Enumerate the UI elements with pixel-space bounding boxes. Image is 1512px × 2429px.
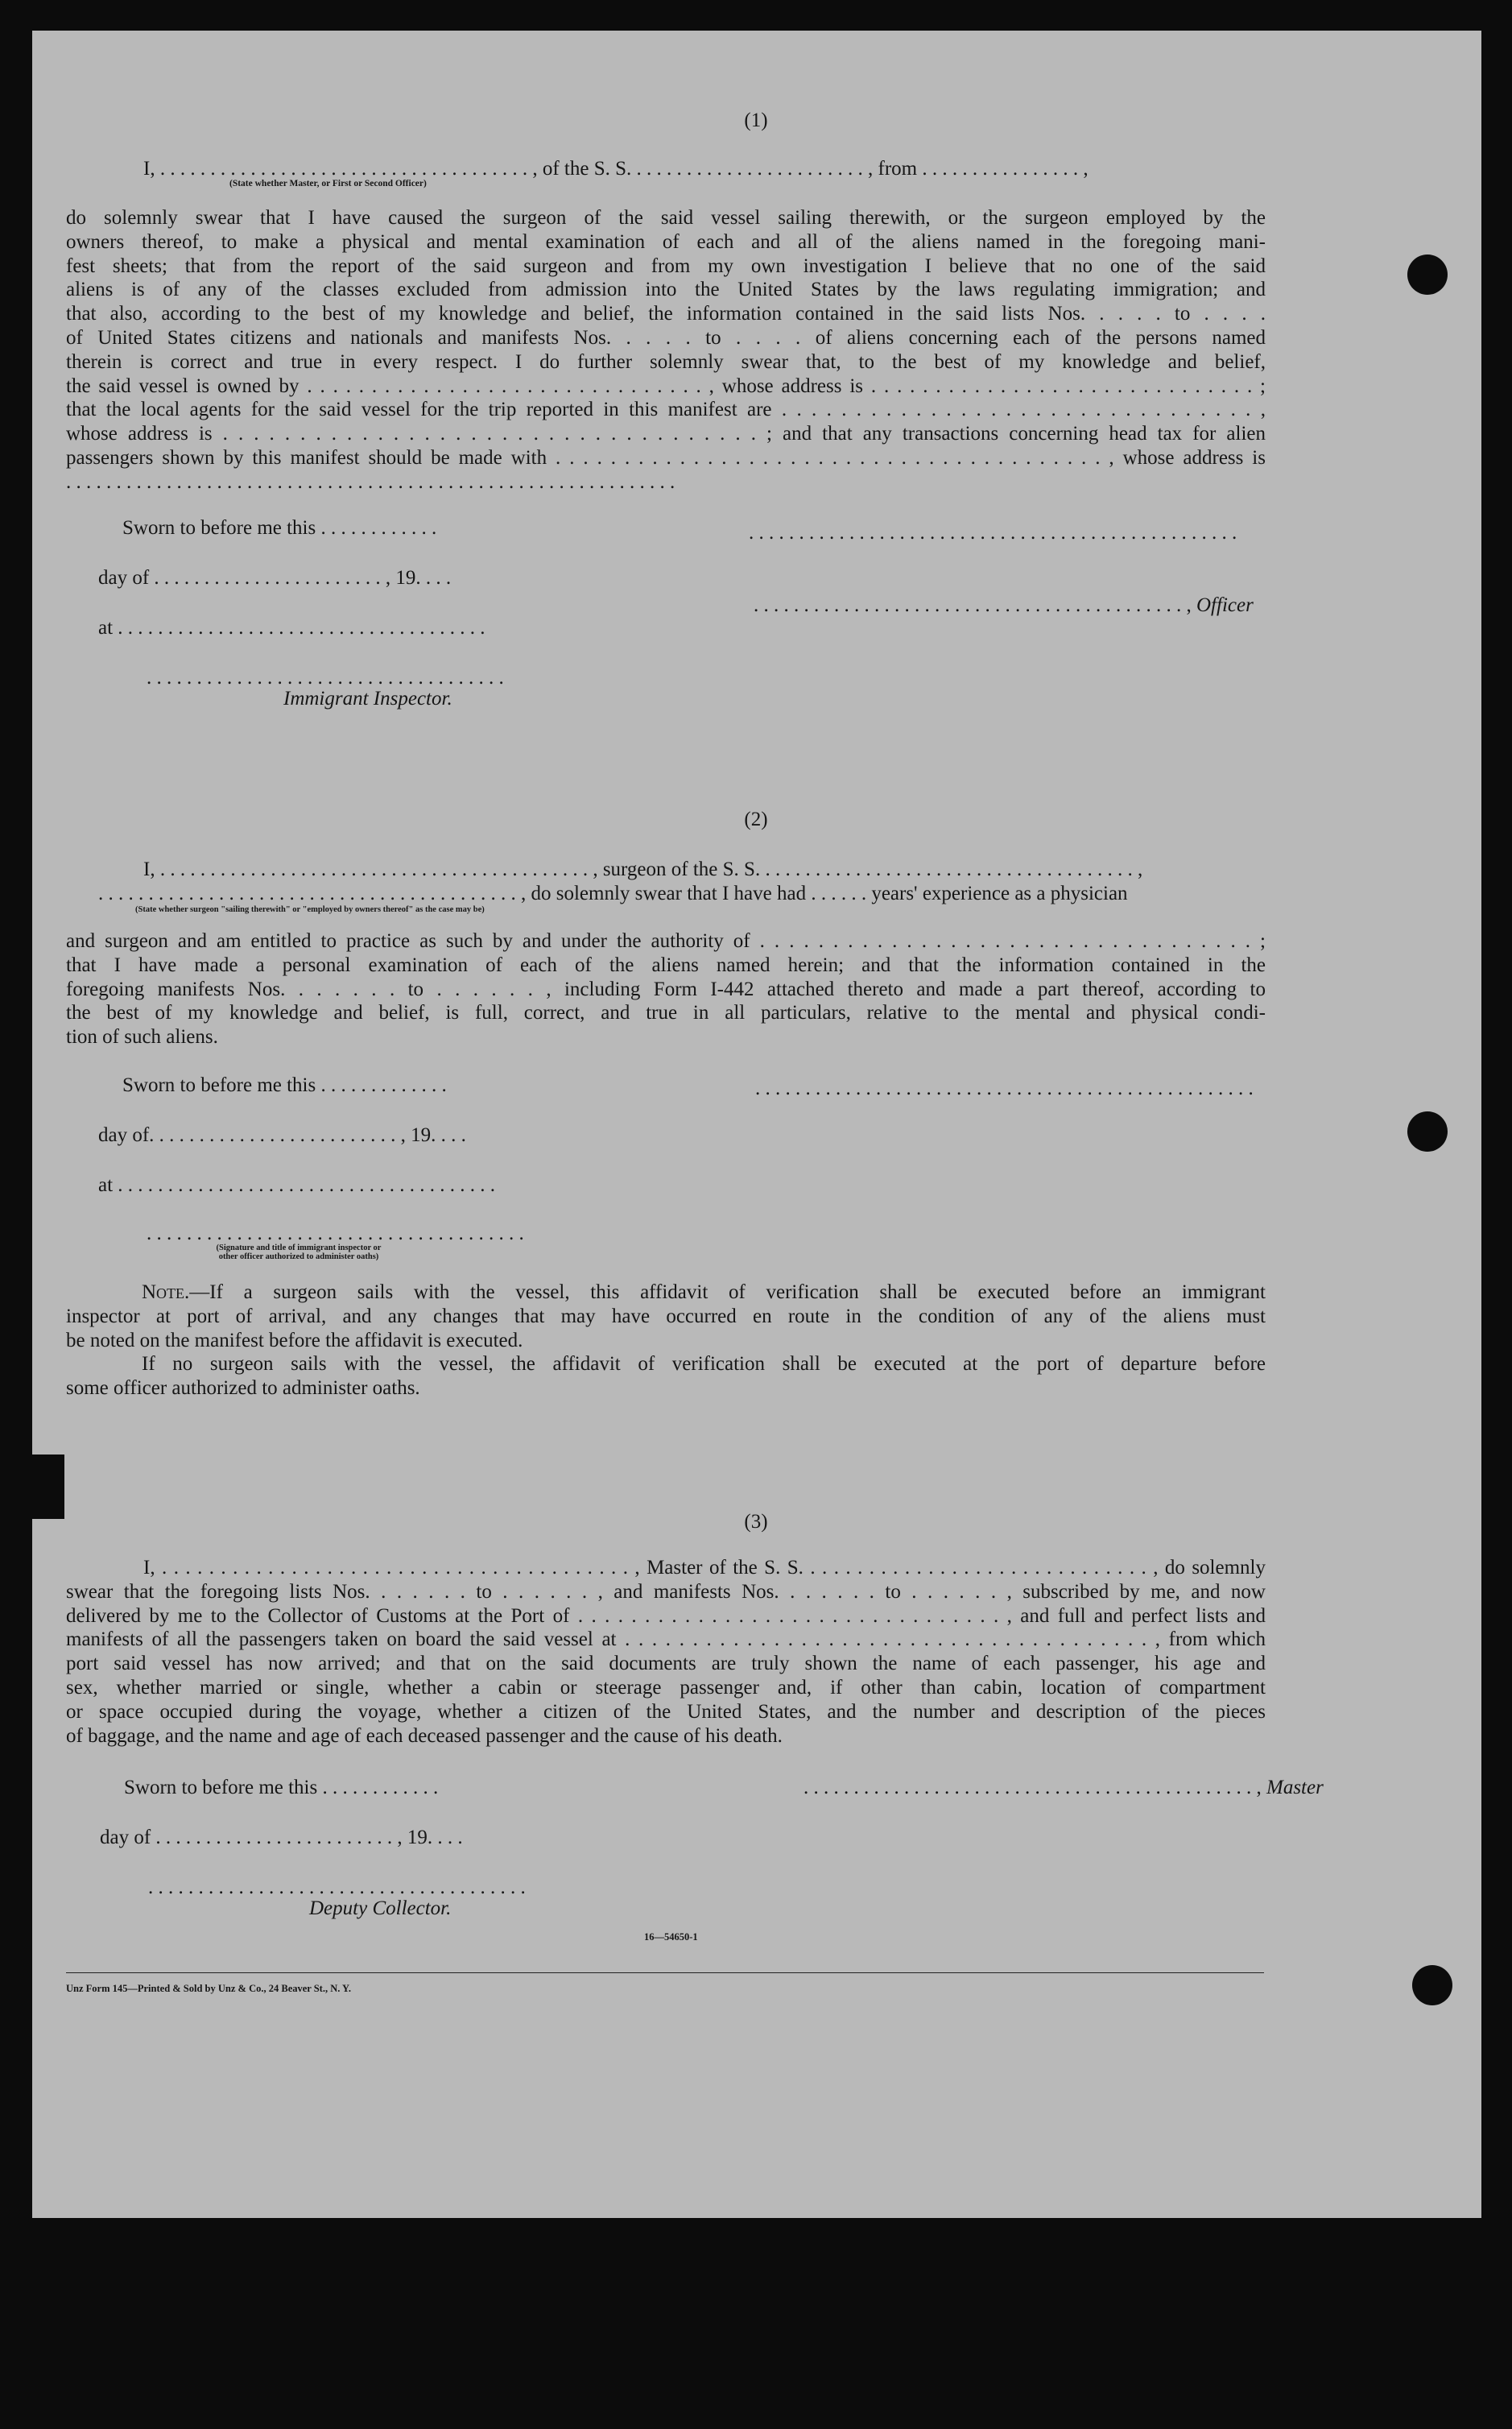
section-1-day: day of . . . . . . . . . . . . . . . . . . . . . . . , 19. . . . bbox=[98, 567, 452, 589]
section-1-signature-line: . . . . . . . . . . . . . . . . . . . . . . . . . . . . . . . . . . . . . . . . . . . . . . . . . bbox=[749, 522, 1237, 544]
s2-line: tion of such aliens. bbox=[66, 1026, 218, 1049]
section-2-sworn: Sworn to before me this . . . . . . . . . . . . . bbox=[122, 1074, 447, 1096]
s1-line: the said vessel is owned by . . . . . . . . . . . . . . . . . . . . . . . . . . . . . . . , whose address is . . . . . . . . . . . . . . . . . . . . . . . . . . . . . . ; bbox=[66, 374, 1266, 397]
section-1-note: (State whether Master, or First or Second Officer) bbox=[229, 179, 427, 188]
section-2-inspector-line: . . . . . . . . . . . . . . . . . . . . . . . . . . . . . . . . . . . . . . bbox=[147, 1223, 524, 1244]
s1-line: therein is correct and true in every respect. I do further solemnly swear that, to the best of my knowledge and belief, bbox=[66, 350, 1266, 373]
note-line: some officer authorized to administer oaths. bbox=[66, 1377, 420, 1400]
footer-rule bbox=[66, 1972, 1264, 1973]
s3-line: or space occupied during the voyage, whether a citizen of the United States, and the number and description of the pieces bbox=[66, 1700, 1266, 1723]
footer-printer-line: Unz Form 145—Printed & Sold by Unz & Co., 24 Beaver St., N. Y. bbox=[66, 1983, 352, 1994]
s2-line: the best of my knowledge and belief, is full, correct, and true in all particulars, relative to the mental and physical condi- bbox=[66, 1002, 1266, 1024]
section-2-line2: . . . . . . . . . . . . . . . . . . . . . . . . . . . . . . . . . . . . . . . . . . , do solemnly swear that I have had . . . . . . years' experience as a physician bbox=[98, 883, 1128, 904]
section-3-master-line: . . . . . . . . . . . . . . . . . . . . . . . . . . . . . . . . . . . . . . . . . . . . . , Master bbox=[804, 1777, 1324, 1798]
section-2-paragraph bbox=[66, 929, 1266, 1049]
s1-line: of United States citizens and nationals and manifests Nos. . . . . to . . . . of aliens concerning each of the persons named bbox=[66, 326, 1266, 349]
s1-line: that the local agents for the said vessel for the trip reported in this manifest are . . . . . . . . . . . . . . . . . . . . . . . . . . . . . . . . , bbox=[66, 399, 1266, 421]
paper-notch bbox=[32, 1455, 64, 1519]
section-1-line1: I, . . . . . . . . . . . . . . . . . . . . . . . . . . . . . . . . . . . . . , of the S. S. . . . . . . . . . . . . . . . . . . . . . . . , from . . . . . . . . . . . . . . . . , bbox=[143, 158, 1089, 180]
s3-line: of baggage, and the name and age of each deceased passenger and the cause of his death. bbox=[66, 1724, 783, 1747]
section-3-sworn: Sworn to before me this . . . . . . . . . . . . bbox=[124, 1777, 439, 1798]
note-line: If no surgeon sails with the vessel, the affidavit of verification shall be executed at the port of departure before bbox=[142, 1353, 1266, 1376]
s1-line: that also, according to the best of my knowledge and belief, the information contained in the said lists Nos. . . . . to . . . . bbox=[66, 303, 1266, 325]
s3-line: I, . . . . . . . . . . . . . . . . . . . . . . . . . . . . . . . . . . . . . . . . , Master of the S. S. . . . . . . . . . . . . . . . . . . . . . . . . . . . . . , do solemnly bbox=[143, 1557, 1266, 1579]
section-2-line1: I, . . . . . . . . . . . . . . . . . . . . . . . . . . . . . . . . . . . . . . . . . . . , surgeon of the S. S. . . . . . . . . . . . . . . . . . . . . . . . . . . . . . . . . . . . . . , bbox=[143, 859, 1143, 880]
section-2-inspector-note: (Signature and title of immigrant inspector or other officer authorized to administer oaths) bbox=[216, 1243, 382, 1261]
s3-line: manifests of all the passengers taken on board the said vessel at . . . . . . . . . . . . . . . . . . . . . . . . . . . . . . . . . . . . . . . , from which bbox=[66, 1628, 1266, 1651]
section-3-collector-line: . . . . . . . . . . . . . . . . . . . . . . . . . . . . . . . . . . . . . . bbox=[148, 1877, 526, 1898]
section-2-signature-line: . . . . . . . . . . . . . . . . . . . . . . . . . . . . . . . . . . . . . . . . . . . . . . . . . . bbox=[755, 1078, 1254, 1099]
note-label: Note. bbox=[142, 1281, 190, 1303]
s3-line: port said vessel has now arrived; and that on the said documents are truly shown the name of each passenger, his age and bbox=[66, 1653, 1266, 1675]
section-1-paragraph bbox=[66, 206, 1266, 494]
s1-line: aliens is of any of the classes excluded from admission into the United States by the laws regulating immigration; and bbox=[66, 279, 1266, 301]
note-line: inspector at port of arrival, and any changes that may have occurred en route in the condition of any of the aliens must bbox=[66, 1305, 1266, 1327]
s1-line: passengers shown by this manifest should be made with . . . . . . . . . . . . . . . . . . . . . . . . . . . . . . . . . . . . . . . . , whose address is bbox=[66, 446, 1266, 469]
s1-line: fest sheets; that from the report of the said surgeon and from my own investigation I believe that no one of the said bbox=[66, 254, 1266, 277]
section-2-note-paragraph: Note.—If a surgeon sails with the vessel, this affidavit of verification shall be executed before an immigrant inspector at port of arrival, and any changes that may have occurred en route in the condition of any of the aliens must be noted on the manifest before the affidavit is executed. If no surgeon sails with the vessel, the affidavit of verification shall be executed at the port of departure before some officer authorized to administer oaths. bbox=[66, 1281, 1266, 1400]
section-3-day: day of . . . . . . . . . . . . . . . . . . . . . . . . , 19. . . . bbox=[100, 1827, 463, 1848]
s3-line: delivered by me to the Collector of Customs at the Port of . . . . . . . . . . . . . . . . . . . . . . . . . . . . . . . . , and full and perfect lists and bbox=[66, 1604, 1266, 1627]
section-2-day: day of. . . . . . . . . . . . . . . . . . . . . . . . . , 19. . . . bbox=[98, 1124, 466, 1146]
section-2-at: at . . . . . . . . . . . . . . . . . . . . . . . . . . . . . . . . . . . . . . bbox=[98, 1174, 496, 1196]
section-3-number: (3) bbox=[744, 1511, 768, 1533]
section-1-inspector-line: . . . . . . . . . . . . . . . . . . . . . . . . . . . . . . . . . . . . bbox=[147, 667, 504, 689]
section-3-collector-title: Deputy Collector. bbox=[309, 1897, 452, 1919]
section-2-note: (State whether surgeon "sailing therewith" or "employed by owners thereof" as the case may be) bbox=[135, 905, 485, 914]
section-2-number: (2) bbox=[744, 809, 768, 830]
note-line: be noted on the manifest before the affidavit is executed. bbox=[66, 1329, 523, 1351]
s1-line: . . . . . . . . . . . . . . . . . . . . . . . . . . . . . . . . . . . . . . . . . . . . . . . . . . . . . . . . . . . . . bbox=[66, 470, 675, 493]
form-code: 16—54650-1 bbox=[644, 1931, 698, 1943]
s2-line: and surgeon and am entitled to practice as such by and under the authority of . . . . . . . . . . . . . . . . . . . . . . . . . . . . . . . . . . ; bbox=[66, 930, 1266, 952]
section-3-paragraph bbox=[66, 1556, 1266, 1748]
s1-line: do solemnly swear that I have caused the surgeon of the said vessel sailing therewith, or the surgeon employed by the bbox=[66, 207, 1266, 229]
s1-line: whose address is . . . . . . . . . . . . . . . . . . . . . . . . . . . . . . . . . . . ; and that any transactions concerning head tax for alien bbox=[66, 423, 1266, 445]
section-1-sworn: Sworn to before me this . . . . . . . . . . . . bbox=[122, 517, 437, 539]
binder-hole-middle bbox=[1407, 1111, 1448, 1152]
section-1-number: (1) bbox=[744, 110, 768, 131]
section-1-inspector-title: Immigrant Inspector. bbox=[283, 688, 452, 710]
binder-hole-bottom bbox=[1412, 1965, 1452, 2005]
section-1-at: at . . . . . . . . . . . . . . . . . . . . . . . . . . . . . . . . . . . . . bbox=[98, 617, 485, 639]
s3-line: sex, whether married or single, whether a cabin or steerage passenger and, if other than cabin, location of compartment bbox=[66, 1676, 1266, 1699]
section-1-officer-line: . . . . . . . . . . . . . . . . . . . . . . . . . . . . . . . . . . . . . . . . . . . , Officer bbox=[754, 594, 1254, 616]
s3-line: swear that the foregoing lists Nos. . . . . . . to . . . . . . , and manifests Nos. . . . . . . to . . . . . . , subscribed by me, and now bbox=[66, 1580, 1266, 1603]
binder-hole-top bbox=[1407, 254, 1448, 295]
s2-line: foregoing manifests Nos. . . . . . . to . . . . . . , including Form I-442 attached thereto and made a part thereof, according to bbox=[66, 978, 1266, 1000]
s1-line: owners thereof, to make a physical and mental examination of each and all of the aliens named in the foregoing mani- bbox=[66, 230, 1266, 253]
s2-line: that I have made a personal examination of each of the aliens named herein; and that the information contained in the bbox=[66, 954, 1266, 976]
